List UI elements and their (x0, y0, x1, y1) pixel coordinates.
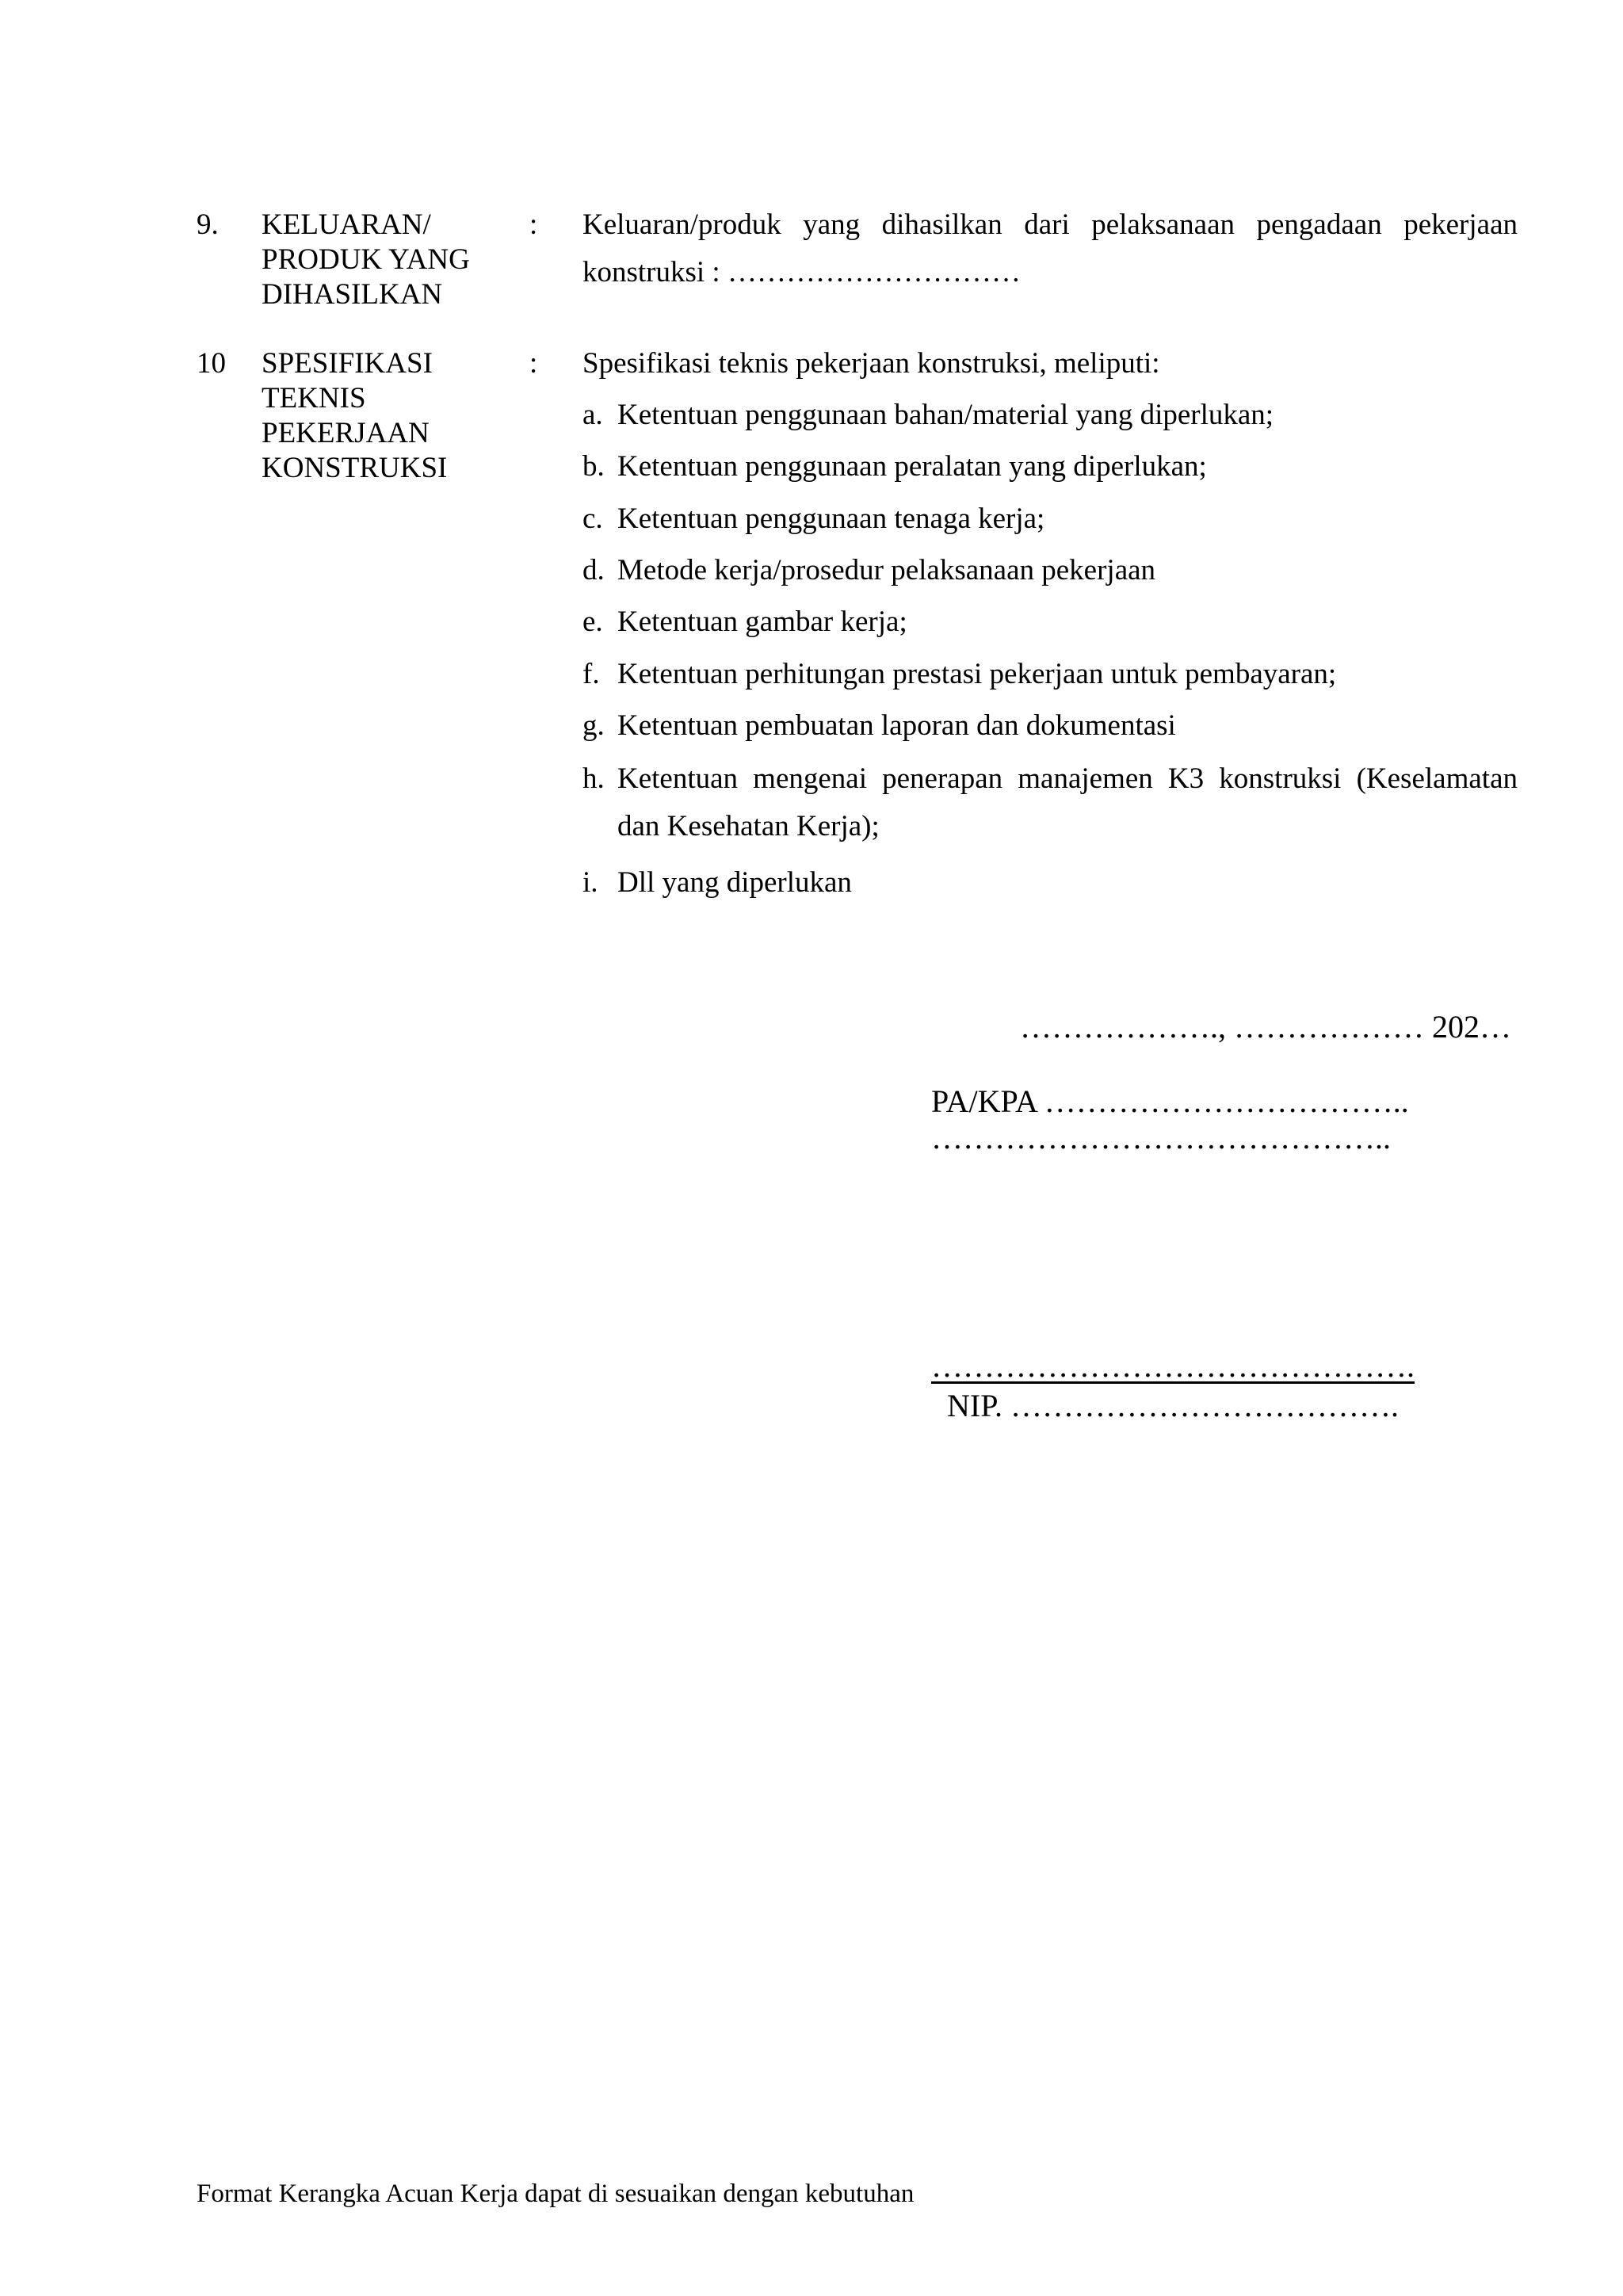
list-item-text: Metode kerja/prosedur pelaksanaan pekerjaan (617, 554, 1156, 586)
section-10-label-line-4: KONSTRUKSI (262, 452, 448, 484)
footer-note: Format Kerangka Acuan Kerja dapat di sesuaikan dengan kebutuhan (197, 2179, 915, 2208)
section-9-number: 9. (197, 208, 219, 241)
section-10-label-line-1: SPESIFIKASI (262, 347, 433, 380)
section-10-label-line-2: TEKNIS (262, 382, 366, 415)
section-9-text: Keluaran/produk yang dihasilkan dari pelaksanaan pengadaan pekerjaan konstruksi : ………………………… (582, 208, 1518, 288)
section-9-label-line-3: DIHASILKAN (262, 278, 443, 311)
section-9-colon: : (529, 208, 538, 241)
list-item-text: Ketentuan mengenai penerapan manajemen K3 konstruksi (Keselamatan dan Kesehatan Kerja); (617, 762, 1518, 842)
signature-title-line-1: PA/KPA …………………………….. (931, 1083, 1409, 1119)
section-10-number: 10 (197, 347, 226, 380)
section-10-colon: : (529, 347, 538, 380)
section-9-label-line-2: PRODUK YANG (262, 243, 470, 276)
signature-nip-line: NIP. ………………………………. (947, 1388, 1400, 1423)
section-9-label-line-1: KELUARAN/ (262, 208, 431, 241)
list-item-text: Ketentuan perhitungan prestasi pekerjaan untuk pembayaran; (617, 658, 1337, 690)
list-marker: a. (582, 399, 603, 431)
section-10-label-line-3: PEKERJAAN (262, 417, 430, 449)
signature-name-line: ………………………………………. (931, 1348, 1415, 1384)
section-10-intro: Spesifikasi teknis pekerjaan konstruksi, meliputi: (582, 347, 1160, 380)
list-marker: d. (582, 554, 605, 586)
signature-title-line-2: …………………………………….. (931, 1120, 1391, 1156)
list-item-text: Ketentuan penggunaan bahan/material yang diperlukan; (617, 399, 1274, 431)
list-item-text: Dll yang diperlukan (617, 866, 852, 899)
list-item-text: Ketentuan gambar kerja; (617, 606, 907, 638)
list-item-text: Ketentuan penggunaan tenaga kerja; (617, 502, 1045, 535)
signature-place-date: ………………., ……………… 202… (1020, 1009, 1511, 1045)
list-item-text: Ketentuan penggunaan peralatan yang diperlukan; (617, 450, 1207, 483)
list-marker: h. (582, 762, 605, 795)
list-item-text: Ketentuan pembuatan laporan dan dokumentasi (617, 709, 1176, 742)
list-marker: c. (582, 502, 603, 535)
list-marker: e. (582, 606, 603, 638)
list-marker: b. (582, 450, 605, 483)
list-marker: g. (582, 709, 605, 742)
list-marker: i. (582, 866, 598, 899)
list-marker: f. (582, 658, 600, 690)
